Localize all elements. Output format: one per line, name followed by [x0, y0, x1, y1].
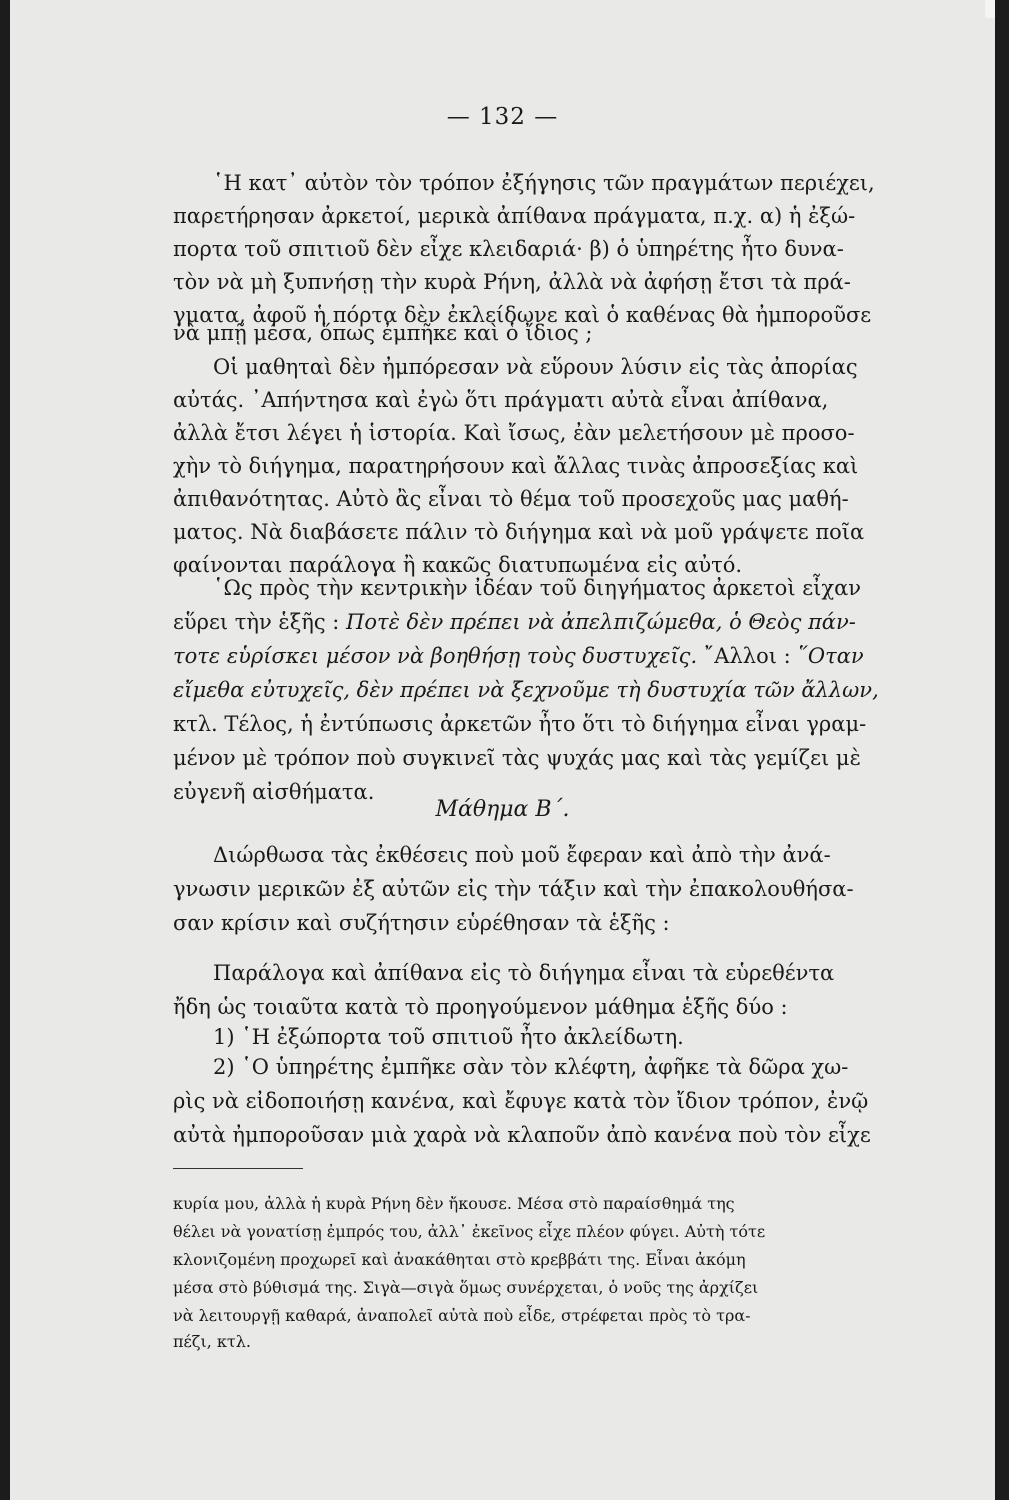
text-line: 2) ῾Ο ὑπηρέτης ἐμπῆκε σὰν τὸν κλέφτη, ἀφῆκε τὰ δῶρα χω- [213, 1055, 849, 1079]
footnote-line: πέζι, κτλ. [173, 1332, 251, 1351]
text-line: ἤδη ὡς τοιαῦτα κατὰ τὸ προηγούμενον μάθημα ἑξῆς δύο : [173, 995, 788, 1019]
footnote-line: νὰ λειτουργῇ καθαρά, ἀναπολεῖ αὐτὰ ποὺ εἶδε, στρέφεται πρὸς τὸ τρα- [173, 1306, 751, 1325]
text-line: γνωσιν μερικῶν ἐξ αὐτῶν εἰς τὴν τάξιν καὶ τὴν ἐπακολουθήσα- [173, 877, 854, 901]
italic-quote: ῞Οταν [797, 644, 864, 668]
text-line: τὸν νὰ μὴ ξυπνήσῃ τὴν κυρὰ Ρήνη, ἀλλὰ νὰ ἀφήσῃ ἔτσι τὰ πρά- [173, 270, 851, 294]
book-page [10, 0, 995, 1500]
footnote-line: κλονιζομένη προχωρεῖ καὶ ἀνακάθηται στὸ κρεββάτι της. Εἶναι ἀκόμη [173, 1250, 746, 1269]
text-line: παρετήρησαν ἀρκετοί, μερικὰ ἀπίθανα πράγματα, π.χ. α) ἡ ἐξώ- [173, 204, 856, 228]
text-line: γματα, ἀφοῦ ἡ πόρτα δὲν ἐκλείδωνε καὶ ὁ καθένας θὰ ἠμποροῦσε [173, 303, 872, 327]
text-line: ῾Η κατ᾽ αὐτὸν τὸν τρόπον ἐξήγησις τῶν πραγμάτων περιέχει, [213, 171, 875, 195]
text-line: μένον μὲ τρόπον ποὺ συγκινεῖ τὰς ψυχάς μας καὶ τὰς γεμίζει μὲ [173, 746, 861, 770]
footnote-divider [173, 1168, 303, 1169]
text-line: φαίνονται παράλογα ἢ κακῶς διατυπωμένα εἰς αὐτό. [173, 553, 743, 577]
text-line: Οἱ μαθηταὶ δὲν ἠμπόρεσαν νὰ εὕρουν λύσιν εἰς τὰς ἀπορίας [213, 355, 858, 379]
text-line: εὐγενῆ αἰσθήματα. [173, 780, 375, 804]
footnote-line: μέσα στὸ βύθισμά της. Σιγὰ—σιγὰ ὅμως συνέρχεται, ὁ νοῦς της ἀρχίζει [173, 1278, 759, 1297]
text-line: ἀπιθανότητας. Αὐτὸ ἂς εἶναι τὸ θέμα τοῦ προσεχοῦς μας μαθή- [173, 487, 849, 511]
text-segment: εὕρει τὴν ἑξῆς : [173, 610, 347, 634]
text-line: χὴν τὸ διήγημα, παρατηρήσουν καὶ ἄλλας τινὰς ἀπροσεξίας καὶ [173, 454, 859, 478]
text-line: νὰ μπῇ μέσα, ὅπως ἐμπῆκε καὶ ὁ ἴδιος ; [173, 321, 593, 345]
text-segment: ῎Αλλοι : [697, 644, 798, 668]
text-line: ρὶς νὰ εἰδοποιήσῃ κανένα, καὶ ἔφυγε κατὰ τὸν ἴδιον τρόπον, ἐνῷ [173, 1089, 869, 1113]
text-line: κτλ. Τέλος, ἡ ἐντύπωσις ἀρκετῶν ἦτο ὅτι τὸ διήγημα εἶναι γραμ- [173, 712, 867, 736]
footnote-line: κυρία μου, ἀλλὰ ἡ κυρὰ Ρήνη δὲν ἤκουσε. Μέσα στὸ παραίσθημά της [173, 1194, 735, 1213]
footnote-line: θέλει νὰ γονατίσῃ ἐμπρός του, ἀλλ᾽ ἐκεῖνος εἶχε πλέον φύγει. Αὐτὴ τότε [173, 1222, 766, 1241]
text-line [173, 607, 856, 637]
lesson-heading: Μάθημα Β΄. [435, 797, 570, 822]
text-line: ματος. Νὰ διαβάσετε πάλιν τὸ διήγημα καὶ νὰ μοῦ γράψετε ποῖα [173, 520, 865, 544]
page-number: — 132 — [446, 104, 559, 130]
italic-quote: τοτε εὑρίσκει μέσον νὰ βοηθήσῃ τοὺς δυστυχεῖς. [173, 644, 698, 668]
italic-quote: Ποτὲ δὲν πρέπει νὰ ἀπελπιζώμεθα, ὁ Θεὸς πάν- [346, 610, 856, 634]
text-line: ῾Ως πρὸς τὴν κεντρικὴν ἰδέαν τοῦ διηγήματος ἀρκετοὶ εἶχαν [213, 576, 862, 600]
text-line: εἴμεθα εὐτυχεῖς, δὲν πρέπει νὰ ξεχνοῦμε τὴ δυστυχία τῶν ἄλλων, [173, 678, 879, 702]
text-line: αὐτὰ ἠμποροῦσαν μιὰ χαρὰ νὰ κλαποῦν ἀπὸ κανένα ποὺ τὸν εἶχε [173, 1123, 871, 1147]
text-line [173, 641, 864, 671]
text-line: πορτα τοῦ σπιτιοῦ δὲν εἶχε κλειδαριά· β) ὁ ὑπηρέτης ἦτο δυνα- [173, 237, 844, 261]
text-line: αὐτάς. ᾿Απήντησα καὶ ἐγὼ ὅτι πράγματι αὐτὰ εἶναι ἀπίθανα, [173, 388, 829, 412]
page-edge-mark [985, 0, 995, 18]
text-line: Διώρθωσα τὰς ἐκθέσεις ποὺ μοῦ ἔφεραν καὶ ἀπὸ τὴν ἀνά- [213, 843, 831, 867]
text-line: Παράλογα καὶ ἀπίθανα εἰς τὸ διήγημα εἶναι τὰ εὑρεθέντα [213, 961, 835, 985]
text-line: ἀλλὰ ἔτσι λέγει ἡ ἱστορία. Καὶ ἴσως, ἐὰν μελετήσουν μὲ προσο- [173, 421, 855, 445]
text-line: σαν κρίσιν καὶ συζήτησιν εὑρέθησαν τὰ ἑξῆς : [173, 911, 670, 935]
text-line: 1) ῾Η ἐξώπορτα τοῦ σπιτιοῦ ἦτο ἀκλείδωτη. [213, 1025, 684, 1049]
